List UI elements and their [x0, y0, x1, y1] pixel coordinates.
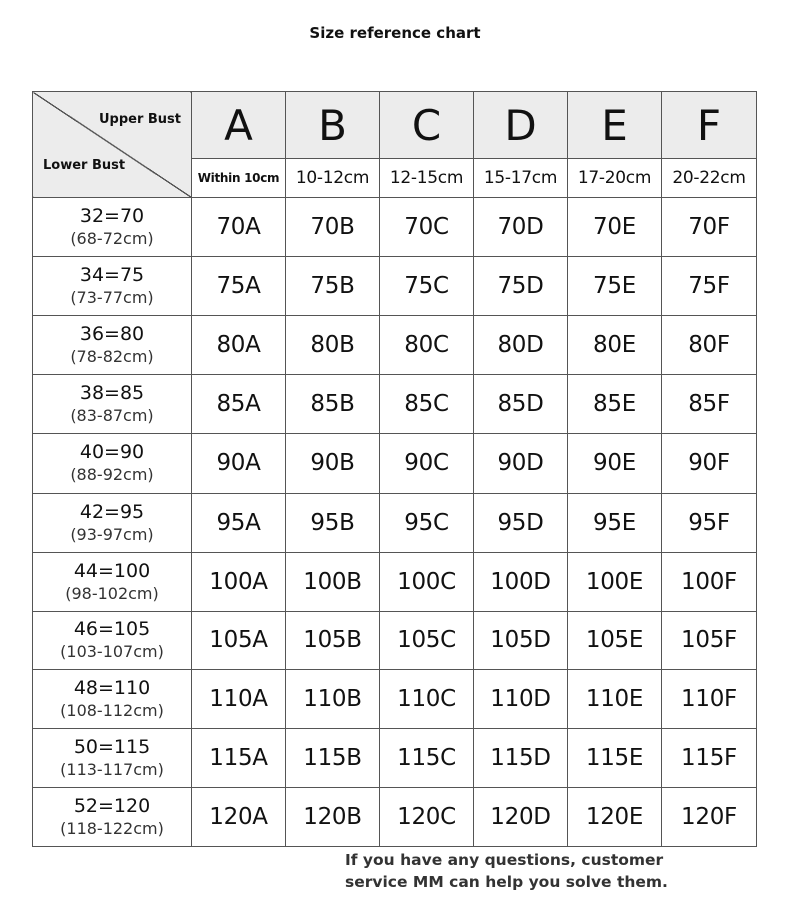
band-cell: [33, 257, 192, 316]
band-size: 34=75: [79, 264, 145, 287]
band-range: (118-122cm): [60, 818, 164, 838]
band-range: (78-82cm): [70, 347, 154, 367]
size-cell: 110B: [286, 669, 380, 728]
band-size: 50=115: [73, 735, 151, 758]
size-cell: 105E: [568, 611, 662, 669]
size-row: [33, 493, 757, 552]
size-cell: 90D: [474, 434, 568, 493]
band-size: 52=120: [73, 794, 151, 817]
upper-bust-label: Upper Bust: [98, 112, 181, 127]
size-cell: 110F: [662, 669, 757, 728]
cup-header: D: [474, 92, 568, 159]
size-cell: 105B: [286, 611, 380, 669]
band-cell: [33, 787, 192, 846]
chart-title: Size reference chart: [309, 24, 481, 42]
size-cell: 105A: [192, 611, 286, 669]
band-cell: [33, 611, 192, 669]
size-cell: 100D: [474, 552, 568, 611]
size-cell: 85C: [380, 375, 474, 434]
size-cell: 75A: [192, 257, 286, 316]
cup-header: F: [662, 92, 757, 159]
size-cell: 75D: [474, 257, 568, 316]
size-cell: 90F: [662, 434, 757, 493]
band-range: (83-87cm): [70, 406, 154, 426]
band-range: (108-112cm): [60, 700, 164, 720]
size-cell: 120A: [192, 787, 286, 846]
size-cell: 105C: [380, 611, 474, 669]
size-cell: 100B: [286, 552, 380, 611]
size-cell: 120D: [474, 787, 568, 846]
size-cell: 80F: [662, 316, 757, 375]
size-row: [33, 728, 757, 787]
size-table: [32, 91, 757, 847]
band-size: 42=95: [79, 500, 145, 523]
size-cell: 85B: [286, 375, 380, 434]
size-cell: 120C: [380, 787, 474, 846]
size-cell: 100A: [192, 552, 286, 611]
size-cell: 110D: [474, 669, 568, 728]
band-cell: [33, 375, 192, 434]
size-cell: 70D: [474, 198, 568, 257]
band-size: 36=80: [79, 323, 145, 346]
size-cell: 70E: [568, 198, 662, 257]
size-cell: 110A: [192, 669, 286, 728]
cup-range: 17-20cm: [568, 159, 662, 198]
size-cell: 120E: [568, 787, 662, 846]
band-size: 32=70: [79, 205, 145, 228]
size-cell: 95C: [380, 493, 474, 552]
size-cell: 75C: [380, 257, 474, 316]
size-cell: 95B: [286, 493, 380, 552]
band-range: (113-117cm): [60, 759, 164, 779]
band-size: 46=105: [73, 618, 151, 641]
cup-range: 15-17cm: [474, 159, 568, 198]
band-size: 38=85: [79, 382, 145, 405]
size-cell: 100C: [380, 552, 474, 611]
size-cell: 95F: [662, 493, 757, 552]
band-range: (103-107cm): [60, 642, 164, 662]
band-cell: [33, 316, 192, 375]
size-cell: 80B: [286, 316, 380, 375]
size-cell: 70B: [286, 198, 380, 257]
size-cell: 70A: [192, 198, 286, 257]
size-cell: 115A: [192, 728, 286, 787]
size-cell: 80D: [474, 316, 568, 375]
size-cell: 75B: [286, 257, 380, 316]
cup-header: A: [192, 92, 286, 159]
size-cell: 75F: [662, 257, 757, 316]
size-cell: 115D: [474, 728, 568, 787]
size-row: [33, 434, 757, 493]
band-range: (98-102cm): [65, 583, 159, 603]
size-cell: 80E: [568, 316, 662, 375]
band-cell: [33, 434, 192, 493]
size-row: [33, 611, 757, 669]
band-cell: [33, 198, 192, 257]
size-cell: 85F: [662, 375, 757, 434]
size-cell: 110E: [568, 669, 662, 728]
cup-range: 12-15cm: [380, 159, 474, 198]
size-cell: 85D: [474, 375, 568, 434]
size-row: [33, 375, 757, 434]
band-cell: [33, 552, 192, 611]
band-range: (88-92cm): [70, 465, 154, 485]
size-cell: 120F: [662, 787, 757, 846]
band-size: 44=100: [73, 559, 151, 582]
size-cell: 90C: [380, 434, 474, 493]
size-row: [33, 552, 757, 611]
size-cell: 95A: [192, 493, 286, 552]
cup-header-row: [33, 92, 757, 159]
size-cell: 95D: [474, 493, 568, 552]
size-row: [33, 257, 757, 316]
band-range: (73-77cm): [70, 288, 154, 308]
size-cell: 80A: [192, 316, 286, 375]
band-size: 40=90: [79, 441, 145, 464]
note-line: If you have any questions, customer: [345, 851, 664, 869]
cup-range: Within 10cm: [192, 159, 286, 198]
lower-bust-label: Lower Bust: [43, 158, 126, 174]
size-cell: 70F: [662, 198, 757, 257]
size-cell: 80C: [380, 316, 474, 375]
size-cell: 85E: [568, 375, 662, 434]
size-cell: 90A: [192, 434, 286, 493]
band-range: (93-97cm): [70, 524, 154, 544]
size-cell: 115E: [568, 728, 662, 787]
size-cell: 115F: [662, 728, 757, 787]
size-row: [33, 669, 757, 728]
band-cell: [33, 728, 192, 787]
band-size: 48=110: [73, 676, 151, 699]
size-cell: 100E: [568, 552, 662, 611]
size-cell: 90B: [286, 434, 380, 493]
note-line: service MM can help you solve them.: [345, 873, 668, 891]
cup-range: 10-12cm: [286, 159, 380, 198]
size-row: [33, 316, 757, 375]
size-cell: 95E: [568, 493, 662, 552]
band-cell: [33, 669, 192, 728]
customer-service-note: [345, 849, 725, 893]
size-cell: 105D: [474, 611, 568, 669]
size-cell: 110C: [380, 669, 474, 728]
cup-header: B: [286, 92, 380, 159]
corner-header: [33, 92, 192, 198]
size-cell: 70C: [380, 198, 474, 257]
cup-range: 20-22cm: [662, 159, 757, 198]
size-row: [33, 787, 757, 846]
size-cell: 75E: [568, 257, 662, 316]
size-row: [33, 198, 757, 257]
size-cell: 90E: [568, 434, 662, 493]
band-range: (68-72cm): [70, 229, 154, 249]
cup-header: E: [568, 92, 662, 159]
band-cell: [33, 493, 192, 552]
size-cell: 115B: [286, 728, 380, 787]
size-cell: 105F: [662, 611, 757, 669]
size-cell: 120B: [286, 787, 380, 846]
size-cell: 115C: [380, 728, 474, 787]
cup-header: C: [380, 92, 474, 159]
size-cell: 85A: [192, 375, 286, 434]
size-cell: 100F: [662, 552, 757, 611]
